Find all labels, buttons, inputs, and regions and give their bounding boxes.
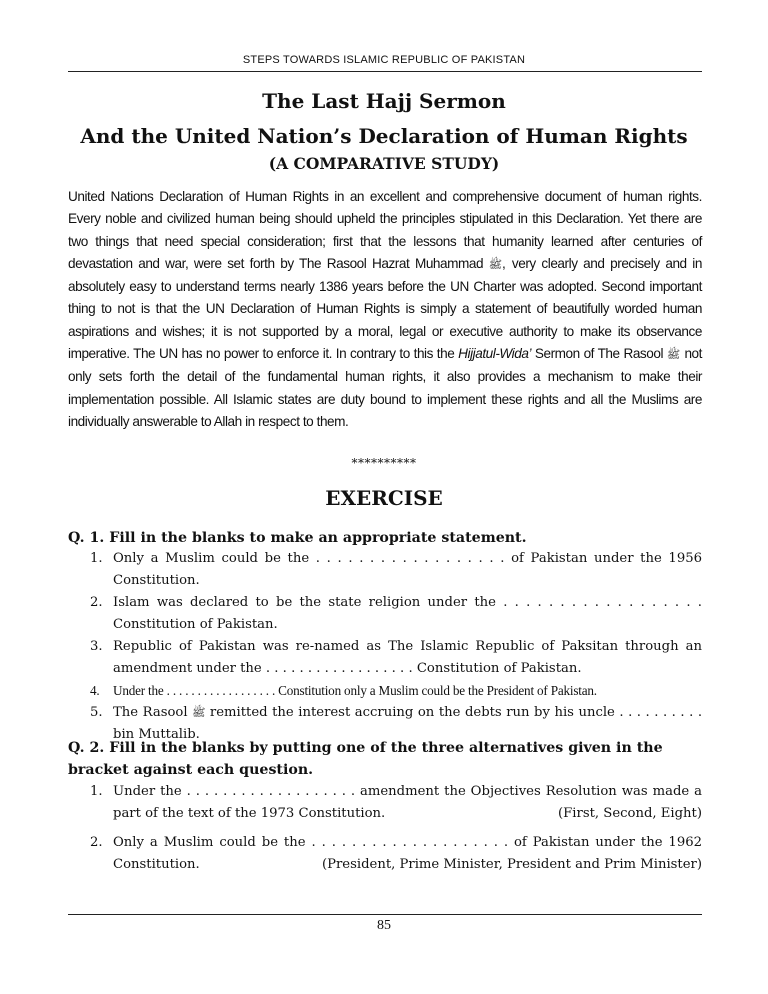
item-text: Under the . . . . . . . . . . . . . . . . . . Constitution only a Muslim could be the President of Pakistan. [113, 683, 597, 698]
answer-options: (First, Second, Eight) [558, 806, 702, 821]
subtitle: (A COMPARATIVE STUDY) [268, 154, 500, 173]
item-number: 1. [90, 551, 103, 566]
item-number: 4. [90, 683, 100, 698]
list-item [90, 636, 702, 680]
item-text: remitted the interest accruing on the debts run by his uncle . . . . . . . . . . bin Muttalib. [113, 705, 703, 742]
item-number: 2. [90, 835, 103, 850]
page-number: 85 [377, 918, 391, 933]
question-1-list [90, 548, 702, 746]
question-2-label: Q. 2. Fill in the blanks by putting one of the three alternatives given in the bracket against each question. [68, 740, 663, 778]
intro-italic-term: Hijjatul-Wida’ [458, 346, 532, 362]
header-rule [68, 71, 702, 72]
footer-rule [68, 914, 702, 915]
item-text: Republic of Pakistan was re-named as The Islamic Republic of Paksitan through an amendment under the . . . . . . . . . . . . . . . . . . Constitution of Pakistan. [113, 639, 702, 676]
item-number: 3. [90, 639, 103, 654]
item-number: 2. [90, 595, 103, 610]
intro-text-1: United Nations Declaration of Human Rights in an excellent and comprehensive document of human rights. Every noble and civilized human being should upheld the principles stipulated in this Declaration. Yet there are two things that need special consideration; first that the lessons that humanity learned after centuries of devastation and war, were set forth by The Rasool Hazrat Muhammad [68, 189, 702, 271]
main-title-line2: And the United Nation’s Declaration of Human Rights [80, 124, 688, 148]
item-text: Under the . . . . . . . . . . . . . . . . . . . amendment the Objectives Resolution was made a part of the text of the 1973 Constitution. [113, 784, 702, 821]
item-number: 5. [90, 705, 103, 720]
intro-text-4: not only sets forth the detail of the fundamental human rights, it also provides a mechanism to make their implementation possible. All Islamic states are duty bound to implement these rights and all the Muslims are individually answerable to Allah in respect to them. [68, 346, 702, 429]
section-separator: ********** [351, 456, 417, 470]
list-item [90, 548, 702, 592]
honorific-icon: ﷺ [666, 348, 681, 362]
running-header: STEPS TOWARDS ISLAMIC REPUBLIC OF PAKISTAN [242, 54, 526, 66]
honorific-icon: ﷺ [192, 706, 206, 719]
item-text: The Rasool [113, 705, 193, 720]
main-title: The Last Hajj Sermon [262, 89, 506, 113]
honorific-icon: ﷺ [488, 257, 503, 271]
list-item [90, 781, 702, 825]
list-item [90, 592, 702, 636]
item-number: 1. [90, 784, 103, 799]
list-item [90, 680, 702, 702]
question-1-label: Q. 1. Fill in the blanks to make an appropriate statement. [68, 530, 527, 546]
intro-paragraph [68, 186, 702, 433]
item-text: Only a Muslim could be the . . . . . . . . . . . . . . . . . . of Pakistan under the 1956 Constitution. [113, 551, 702, 588]
exercise-heading: EXERCISE [325, 486, 443, 510]
item-text: Islam was declared to be the state religion under the . . . . . . . . . . . . . . . . . . Constitution of Pakistan. [113, 595, 702, 632]
list-item [90, 832, 702, 876]
question-2-list [90, 781, 702, 883]
item-text: Only a Muslim could be the . . . . . . . . . . . . . . . . . . . . of Pakistan under the 1962 Constitution. [113, 835, 702, 872]
intro-text-3: Sermon of The Rasool [531, 346, 667, 362]
intro-text-2: , very clearly and precisely and in absolutely easy to understand terms nearly 1386 years before the UN Charter was adopted. Second important thing to not is that the UN Declaration of Human Rights is simply a statement of beautifully worded human aspirations and wishes; it is not supported by a moral, legal or executive authority to make its observance imperative. The UN has no power to enforce it. In contrary to this the [68, 255, 702, 362]
answer-options: (President, Prime Minister, President and Prim Minister) [321, 857, 702, 872]
